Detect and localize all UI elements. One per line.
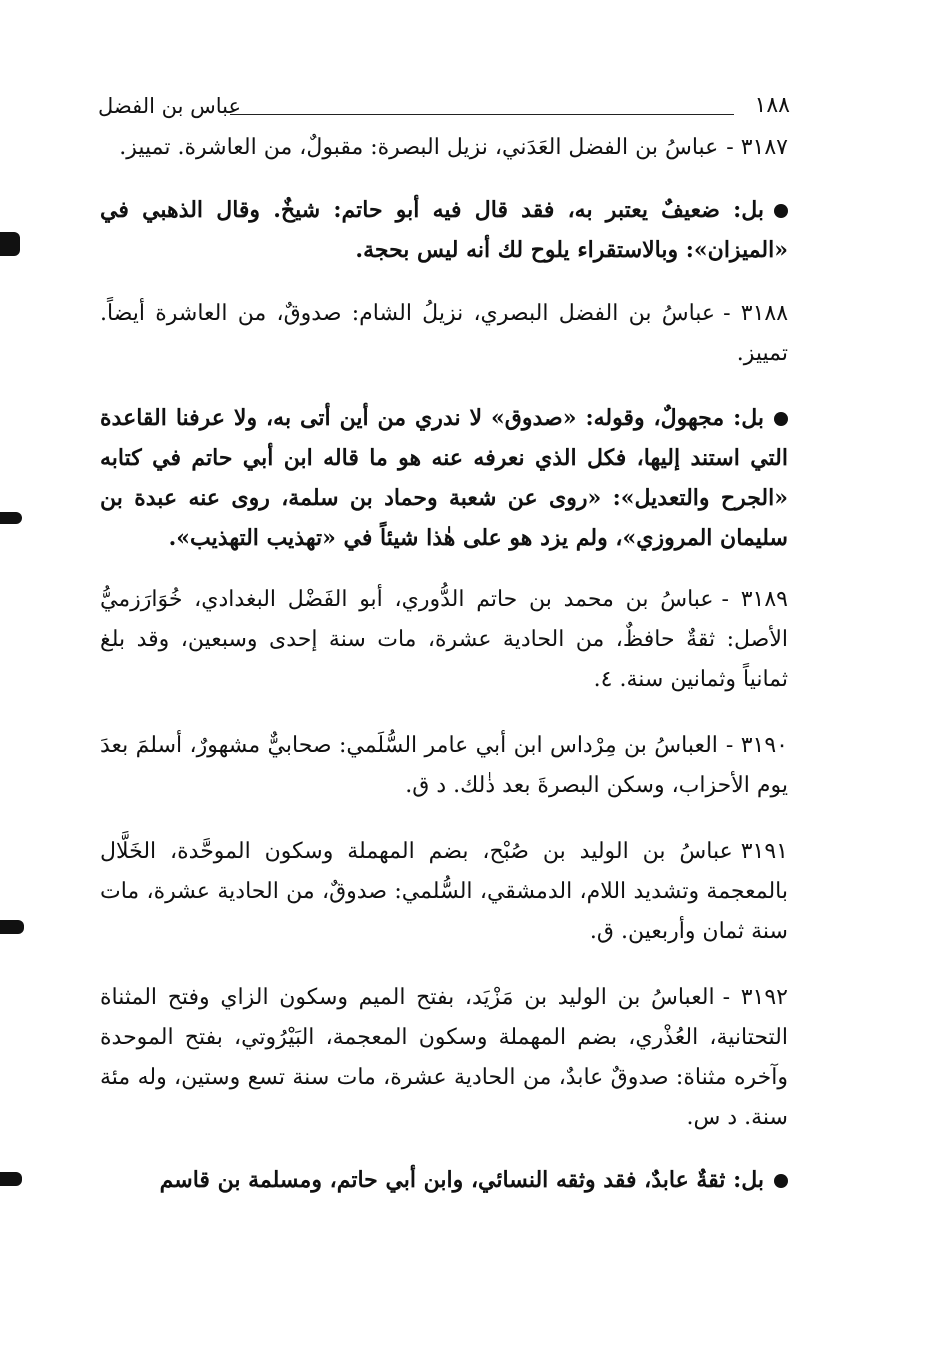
note-text: بل: ثقةٌ عابدٌ، فقد وثقه النسائي، وابن أبي حاتم، ومسلمة بن قاسم [159, 1167, 764, 1193]
entry-3192 [100, 978, 788, 1138]
entry-3190 [100, 726, 788, 806]
entry-text: عباسُ بن الوليد بن صُبْح، بضم المهملة وسكون الموحَّدة، الخَلَّال بالمعجمة وتشديد اللام، الدمشقي، السُّلمي: صدوقٌ، من الحادية عشرة، مات سنة ثمان وأربعين. ق. [100, 839, 788, 944]
scan-edge-mark [0, 1172, 22, 1186]
entry-text: العباسُ بن مِرْداس ابن أبي عامر السُّلَمي: صحابيٌّ مشهورٌ، أسلمَ بعدَ يوم الأحزاب، وسكن البصرةَ بعد ذٰلك. د ق. [100, 733, 788, 798]
entry-3187 [100, 128, 788, 168]
entry-number: ٣١٩٢ - [722, 985, 788, 1010]
note-3192 [100, 1160, 788, 1200]
note-3188 [100, 398, 788, 558]
note-text: بل: ضعيفٌ يعتبر به، فقد قال فيه أبو حاتم: شيخٌ. وقال الذهبي في «الميزان»: وبالاستقراء يلوح لك أنه ليس بحجة. [100, 197, 788, 263]
bullet-icon [774, 1174, 788, 1188]
entry-number: ٣١٨٩ - [721, 587, 788, 612]
entry-text: عباسُ بن الفضل العَدَني، نزيل البصرة: مقبولٌ، من العاشرة. تمييز. [119, 135, 719, 160]
entry-text: العباسُ بن الوليد بن مَزْيَد، بفتح الميم وسكون الزاي وفتح المثناة التحتانية، العُذْري، بضم المهملة وسكون المعجمة، البَيْرُوتي، بفتح الموحدة وآخره مثناة: صدوقٌ عابدٌ، من الحادية عشرة، مات سنة تسع وستين، وله مئة سنة. د س. [100, 985, 788, 1130]
running-head: عباس بن الفضل [98, 94, 242, 118]
page-number: ١٨٨ [754, 93, 790, 118]
entry-3188 [100, 294, 788, 374]
page-body [100, 128, 788, 1200]
page-header [98, 92, 790, 128]
entry-3191 [100, 832, 788, 952]
bullet-icon [774, 204, 788, 218]
entry-number: ٣١٩٠ - [725, 733, 788, 758]
scan-edge-mark [0, 920, 24, 934]
bullet-icon [774, 412, 788, 426]
note-3187 [100, 190, 788, 270]
header-rule [230, 114, 734, 115]
entry-3189 [100, 580, 788, 700]
entry-number: ٣١٨٧ - [726, 135, 788, 160]
entry-text: عباسُ بن الفضل البصري، نزيلُ الشام: صدوقٌ، من العاشرة أيضاً. تمييز. [100, 301, 788, 366]
entry-text: عباسُ بن محمد بن حاتم الدُّوري، أبو الفَضْل البغدادي، خُوَارَزميُّ الأصل: ثقةٌ حافظٌ، من الحادية عشرة، مات سنة إحدى وسبعين، وقد بلغ ثمانياً وثمانين سنة. ٤. [100, 587, 788, 692]
scan-edge-mark [0, 512, 22, 524]
entry-number: ٣١٩١ [740, 839, 788, 864]
scan-edge-mark [0, 232, 20, 256]
note-text: بل: مجهولٌ، وقوله: «صدوق» لا ندري من أين أتى به، ولا عرفنا القاعدة التي استند إليها، فكل الذي نعرفه عنه هو ما قاله ابن أبي حاتم في كتابه «الجرح والتعديل»: «روى عن شعبة وحماد بن سلمة، روى عنه عبدة بن سليمان المروزي»، ولم يزد هو على هٰذا شيئاً في «تهذيب التهذيب». [100, 405, 788, 551]
entry-number: ٣١٨٨ - [723, 301, 789, 326]
